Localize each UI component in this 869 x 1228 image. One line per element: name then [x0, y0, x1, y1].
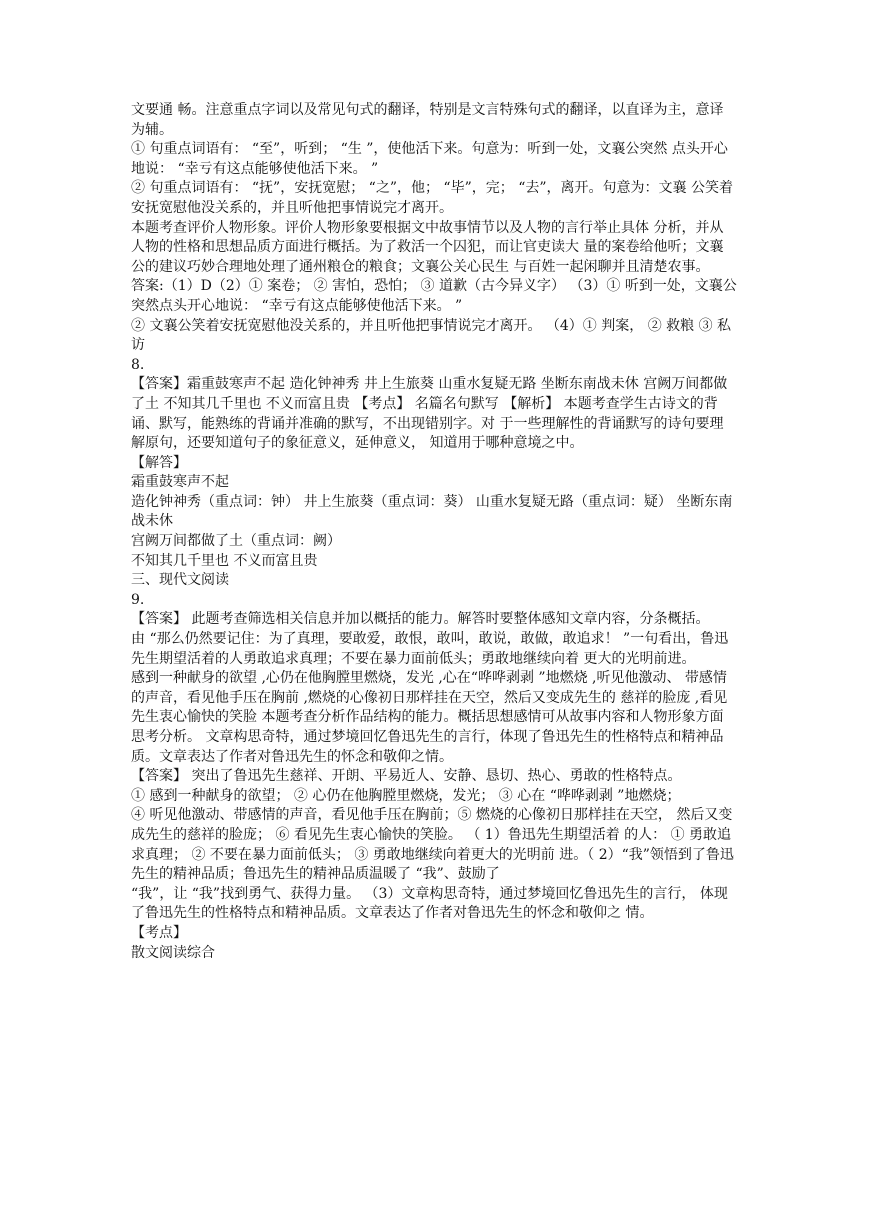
paragraph-character-evaluation: 本题考查评价人物形象。评价人物形象要根据文中故事情节以及人物的言行举止具体 分析，并从人物的性格和思想品质方面进行概括。为了救活一个囚犯，而让官吏读大 量的案卷给他听；文襄公的建议巧妙合理地处理了通州粮仓的粮食；文襄公关心民生 与百姓一起闲聊并且清楚农事。	[131, 219, 724, 275]
section-label-exam-point: 【考点】	[131, 924, 187, 941]
paragraph-answer-9-quote: 由 “那么仍然要记住：为了真理，要敢爱，敢恨，敢叫，敢说，敢做，敢追求！ ”一句看出，鲁迅先生期望活着的人勇敢追求真理；不要在暴力面前低头；勇敢地继续向着 更大的光明前进。	[131, 631, 729, 667]
document-body	[131, 101, 737, 963]
section-label-solution: 【解答】	[131, 454, 187, 471]
paragraph-sentence-two: ② 句重点词语有： “抚”，安抚宽慰； “之”，他； “毕”，完； “去”，离开。句意为：文襄 公笑着安抚宽慰他没关系的，并且听他把事情说完才离开。	[131, 180, 733, 216]
solution-line-2: 造化钟神秀（重点词：钟） 井上生旅葵（重点词：葵） 山重水复疑无路（重点词：疑） 坐断东南战未休	[131, 493, 733, 530]
paragraph-answer-9-analysis: 感到一种献身的欲望 ,心仍在他胸膛里燃烧，发光 ,心在“哗哗剥剥 ”地燃烧 ,听见他激动、 带感情的声音，看见他手压在胸前 ,燃烧的心像初日那样挂在天空，然后又变成先生的 慈祥的脸庞 ,看见先生衷心愉快的笑脸 本题考查分析作品结构的能力。概括思想感情可从故事内容和人物形象方面思考分析。 文章构思奇特，通过梦境回忆鲁迅先生的言行，体现了鲁迅先生的性格特点和精神品质。文章表达了作者对鲁迅先生的怀念和敬仰之情。	[131, 670, 728, 765]
solution-line-1: 霜重鼓寒声不起	[131, 474, 229, 491]
paragraph-answer-7: 答案:（1）D（2）① 案卷； ② 害怕，恐怕； ③ 道歉（古今异义字） （3）① 听到一处，文襄公突然点头开心地说： “幸亏有这点能够使他活下来。 ”	[131, 278, 737, 314]
paragraph-answer-7-continued: ② 文襄公笑着安抚宽慰他没关系的，并且听他把事情说完才离开。 （4）① 判案， ② 救粮 ③ 私访	[131, 317, 732, 354]
paragraph-sentence-one: ① 句重点词语有： “至”，听到； “生 ”，使他活下来。句意为：听到一处，文襄公突然 点头开心地说： “幸亏有这点能够使他活下来。 ”	[131, 141, 728, 177]
paragraph-answer-9-conclusion: “我”，让 “我”找到勇气、获得力量。 （3）文章构思奇特，通过梦境回忆鲁迅先生的言行， 体现了鲁迅先生的性格特点和精神品质。文章表达了作者对鲁迅先生的怀念和敬仰之 情。	[131, 885, 728, 922]
paragraph-answer-9-traits: 【答案】 突出了鲁迅先生慈祥、开朗、平易近人、安静、恳切、热心、勇敢的性格特点。	[131, 768, 682, 785]
paragraph-answer-9-list-1: ① 感到一种献身的欲望； ② 心仍在他胸膛里燃烧，发光； ③ 心在 “哗哗剥剥 ”地燃烧；	[131, 787, 681, 804]
solution-line-3: 宫阙万间都做了土（重点词：阙）	[131, 533, 341, 550]
paragraph-answer-9-intro: 【答案】 此题考查筛选相关信息并加以概括的能力。解答时要整体感知文章内容，分条概括。	[131, 611, 710, 628]
solution-line-4: 不知其几千里也 不义而富且贵	[131, 552, 318, 569]
section-heading-modern-reading: 三、现代文阅读	[131, 572, 229, 589]
paragraph-translation-note: 文要通 畅。注意重点字词以及常见句式的翻译，特别是文言特殊句式的翻译，以直译为主，意译为辅。	[131, 102, 724, 138]
exam-point-value: 散文阅读综合	[131, 944, 215, 961]
paragraph-answer-8: 【答案】霜重鼓寒声不起 造化钟神秀 井上生旅葵 山重水复疑无路 坐断东南战未休 宫阙万间都做了土 不知其几千里也 不义而富且贵 【考点】 名篇名句默写 【解析】 本题考查学生古诗文的背诵、默写，能熟练的背诵并准确的默写，不出现错别字。对 于一些理解性的背诵默写的诗句要理解原句，还要知道句子的象征意义，延伸意义， 知道用于哪种意境之中。	[131, 376, 728, 452]
question-number-9: 9.	[131, 591, 145, 608]
paragraph-answer-9-list-2: ④ 听见他激动、带感情的声音，看见他手压在胸前；⑤ 燃烧的心像初日那样挂在天空， 然后又变成先生的慈祥的脸庞； ⑥ 看见先生衷心愉快的笑脸。 （ 1）鲁迅先生期望活着 的人： ① 勇敢追求真理； ② 不要在暴力面前低头； ③ 勇敢地继续向着更大的光明前 进。（ 2）“我”领悟到了鲁迅先生的精神品质；鲁迅先生的精神品质温暖了 “我”、鼓励了	[131, 807, 734, 883]
question-number-8: 8.	[131, 356, 145, 373]
